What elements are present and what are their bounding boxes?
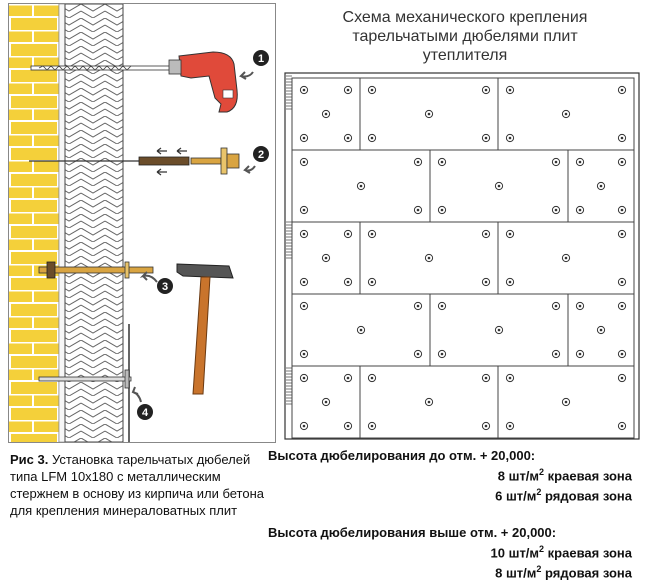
dowel-center [485, 281, 488, 284]
dowel-center [371, 137, 374, 140]
dowel-center [347, 281, 350, 284]
dowel-center [428, 113, 431, 116]
dowel-center [371, 281, 374, 284]
dowel-center [555, 209, 558, 212]
dowel-center [498, 185, 501, 188]
scheme-title-line: Схема механического крепления [342, 9, 588, 26]
note-edge-zone-1 [268, 464, 640, 484]
dowel-density-notes [268, 447, 640, 581]
dowel-center [621, 377, 624, 380]
step-number: 2 [257, 149, 265, 161]
dowel-center [347, 233, 350, 236]
dowel-center [621, 233, 624, 236]
dowel-center [371, 425, 374, 428]
dowel-center [371, 89, 374, 92]
installation-svg [9, 4, 275, 442]
dowel-center [621, 425, 624, 428]
dowel-center [621, 281, 624, 284]
step-marker-4 [133, 387, 153, 420]
dowel-center [441, 209, 444, 212]
sup: 2 [536, 487, 542, 498]
dowel-center [555, 305, 558, 308]
board-layout-scheme [284, 72, 640, 440]
dowel-center [621, 209, 624, 212]
dowel-center [303, 89, 306, 92]
dowel-center [303, 425, 306, 428]
note-heading-1: Высота дюбелирования до отм. + 20,000: [268, 448, 536, 463]
dowel-center [325, 401, 328, 404]
dowel-center [579, 353, 582, 356]
dowel-center [303, 353, 306, 356]
step-marker-1 [241, 50, 269, 79]
dowel-center [565, 401, 568, 404]
scheme-title [290, 8, 640, 65]
dowel-center [579, 209, 582, 212]
board-layout-svg [284, 72, 640, 440]
dowel-center [621, 137, 624, 140]
boards-group [292, 78, 634, 438]
count: 8 шт/м [495, 565, 537, 581]
figure-caption [10, 451, 272, 519]
dowel-center [441, 305, 444, 308]
dowel-center [555, 353, 558, 356]
zone: рядовая зона [541, 565, 632, 581]
dowel-center [428, 401, 431, 404]
dowel-center [303, 377, 306, 380]
dowel-center [498, 329, 501, 332]
hammer-icon [177, 264, 233, 394]
dowel-center [509, 281, 512, 284]
step-marker-3 [143, 272, 173, 294]
dowel-center [303, 305, 306, 308]
dowel-center [360, 185, 363, 188]
arrow-icon [241, 72, 253, 79]
dowel-center [621, 161, 624, 164]
sup: 2 [539, 543, 545, 554]
note-row-zone-2 [268, 561, 640, 581]
dowel-center [303, 233, 306, 236]
arrow-icon [245, 166, 255, 173]
dowel-center [509, 89, 512, 92]
dowel-center [600, 185, 603, 188]
dowel-center [417, 353, 420, 356]
dowel-center [600, 329, 603, 332]
dowel-center [303, 161, 306, 164]
dowel-center [417, 161, 420, 164]
dowel-center [441, 353, 444, 356]
zone: краевая зона [544, 468, 632, 484]
dowel-center [509, 377, 512, 380]
sup: 2 [539, 467, 545, 477]
dowel-center [347, 425, 350, 428]
note-row-zone-1 [268, 484, 640, 504]
scheme-title-line: тарельчатыми дюбелями плит [352, 28, 578, 45]
installation-illustration [8, 3, 276, 443]
dowel-center [371, 377, 374, 380]
dowel-center [325, 113, 328, 116]
dowel-center [303, 209, 306, 212]
dowel-center [485, 425, 488, 428]
step-number: 4 [141, 407, 149, 419]
arrow-icon [143, 272, 157, 282]
dowel-center [509, 233, 512, 236]
dowel-center [485, 137, 488, 140]
dowel-center [325, 257, 328, 260]
caption-text: Установка тарельчатых дюбелей типа LFM 10x180 с металлическим стержнем в основу из кирпича или бетона для крепления минераловатных плит [10, 452, 265, 518]
dowel-center [417, 305, 420, 308]
dowel-center [565, 257, 568, 260]
count: 10 шт/м [490, 544, 540, 560]
step-number: 1 [257, 53, 265, 65]
dowel-center [565, 113, 568, 116]
dowel-center [485, 233, 488, 236]
dowel-center [417, 209, 420, 212]
step-marker-2 [245, 146, 269, 173]
note-heading-2: Высота дюбелирования выше отм. + 20,000: [268, 524, 557, 540]
dowel-center [441, 161, 444, 164]
sup: 2 [536, 563, 542, 574]
dowel-center [509, 137, 512, 140]
dowel-center [371, 233, 374, 236]
note-edge-zone-2 [268, 541, 640, 561]
dowel-center [347, 137, 350, 140]
dowel-center [360, 329, 363, 332]
dowel-center [347, 377, 350, 380]
count: 8 шт/м [497, 468, 540, 484]
dowel-center [303, 281, 306, 284]
dowel-center [485, 377, 488, 380]
zone: краевая зона [544, 544, 632, 560]
dowel-center [579, 161, 582, 164]
dowel-center [485, 89, 488, 92]
dowel-center [428, 257, 431, 260]
caption-label: Рис 3. [10, 452, 49, 467]
dowel-center [621, 89, 624, 92]
dowel-center [621, 353, 624, 356]
dowel-center [579, 305, 582, 308]
drill-icon [169, 52, 237, 112]
count: 6 шт/м [495, 488, 537, 504]
step-number: 3 [161, 281, 169, 293]
dowel-center [509, 425, 512, 428]
dowel-center [555, 161, 558, 164]
dowel-center [303, 137, 306, 140]
scheme-title-line: утеплителя [422, 47, 508, 64]
dowel-center [347, 89, 350, 92]
zone: рядовая зона [541, 488, 632, 504]
dowel-center [621, 305, 624, 308]
arrow-icon [133, 387, 141, 402]
